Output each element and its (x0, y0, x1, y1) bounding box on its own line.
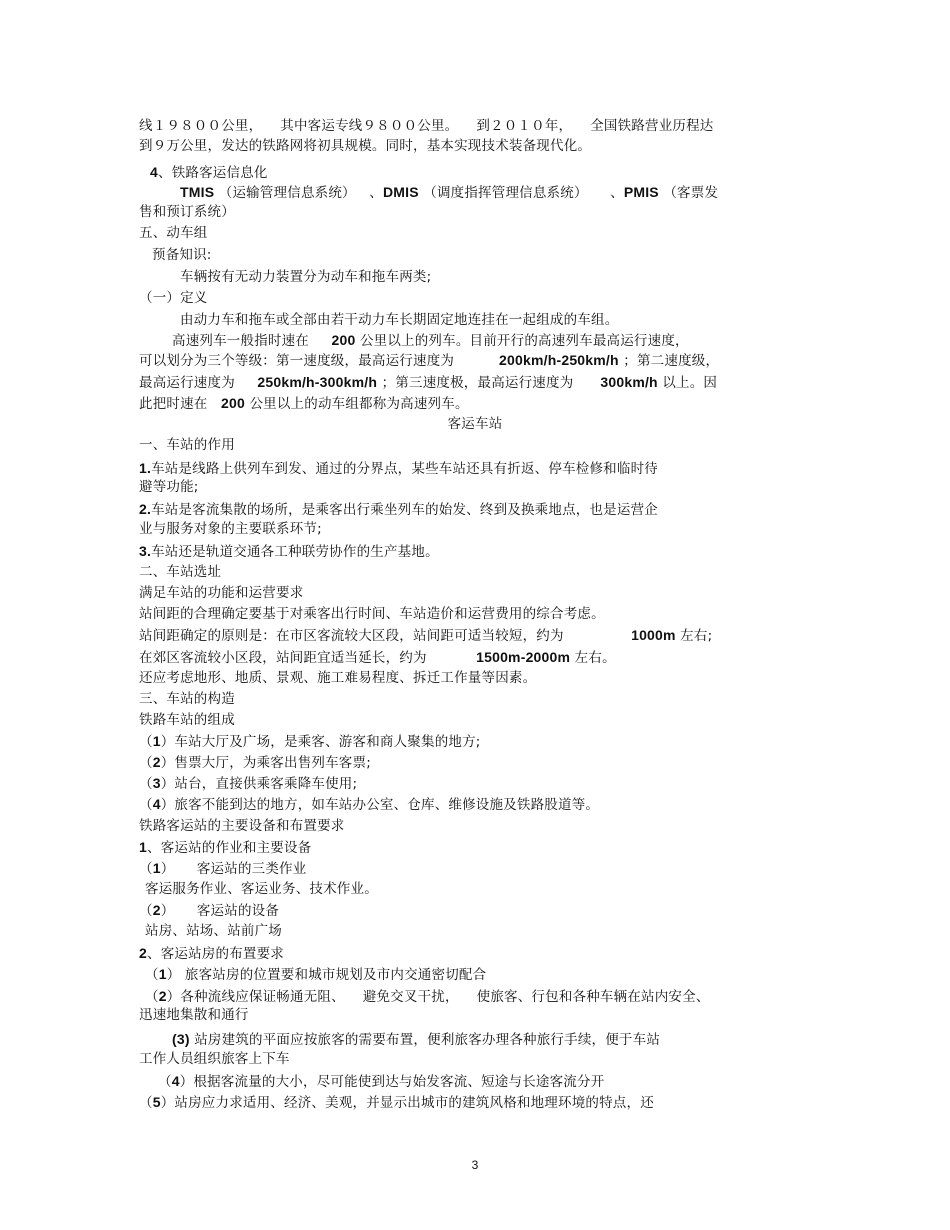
text-line: 2.车站是客流集散的场所，是乘客出行乘坐列车的始发、终到及换乘地点，也是运营企 (139, 501, 658, 518)
text-line: 4、铁路客运信息化 (150, 164, 268, 181)
list-item: （5）站房应力求适用、经济、美观，并显示出城市的建筑风格和地理环境的特点，还 (139, 1094, 654, 1111)
text-line: 站间距确定的原则是：在市区客流较大区段，站间距可适当较短，约为 1000m 左右; (139, 627, 713, 644)
section-heading: 五、动车组 (139, 225, 208, 241)
text-line: 线１９８００公里， 其中客运专线９８００公里。 到２０１０年， 全国铁路营业历程达 (139, 118, 714, 134)
text-line: 满足车站的功能和运营要求 (139, 585, 304, 601)
text-line: TMIS （运输管理信息系统） 、DMIS （调度指挥管理信息系统） 、PMIS （客票发 (180, 184, 719, 201)
text-line: 迅速地集散和通行 (139, 1007, 249, 1023)
text-line: 1.车站是线路上供列车到发、通过的分界点，某些车站还具有折返、停车检修和临时待 (139, 460, 658, 477)
chapter-heading: 客运车站 (447, 416, 503, 432)
text-line: 2、客运站房的布置要求 (139, 945, 284, 962)
text-line: 此把时速在 200 公里以上的动车组都称为高速列车。 (139, 395, 469, 412)
page-number: 3 (471, 1158, 479, 1172)
text-line: 在郊区客流较小区段，站间距宜适当延长，约为 1500m-2000m 左右。 (139, 649, 616, 666)
text-line: 3.车站还是轨道交通各工种联劳协作的生产基地。 (139, 543, 439, 560)
list-item: （1） 客运站的三类作业 (139, 860, 307, 877)
text-line: 还应考虑地形、地质、景观、施工难易程度、拆迁工作量等因素。 (139, 670, 537, 686)
list-item: （4）旅客不能到达的地方，如车站办公室、仓库、维修设施及铁路股道等。 (139, 796, 600, 813)
list-item: （2）售票大厅，为乘客出售列车客票; (139, 754, 371, 771)
text-line: 由动力车和拖车或全部由若干动力车长期固定地连挂在一起组成的车组。 (180, 312, 619, 328)
text-line: 铁路车站的组成 (139, 712, 235, 728)
list-item: （4）根据客流量的大小，尽可能使到达与始发客流、短途与长途客流分开 (158, 1073, 605, 1090)
text-line: 1、客运站的作业和主要设备 (139, 839, 312, 856)
section-heading: 三、车站的构造 (139, 691, 235, 707)
text-line: 工作人员组织旅客上下车 (139, 1051, 290, 1067)
text-line: 到９万公里，发达的铁路网将初具规模。同时，基本实现技术装备现代化。 (139, 138, 592, 154)
section-heading: 一、车站的作用 (139, 437, 235, 453)
text-line: 客运服务作业、客运业务、技术作业。 (145, 881, 378, 897)
list-item: (3) 站房建筑的平面应按旅客的需要布置，便利旅客办理各种旅行手续，便于车站 (172, 1031, 661, 1048)
list-item: （2） 客运站的设备 (139, 902, 280, 919)
list-item: （2）各种流线应保证畅通无阻、 避免交叉干扰， 使旅客、行包和各种车辆在站内安全、 (145, 988, 710, 1005)
text-line: 站房、站场、站前广场 (145, 923, 282, 939)
text-line: 最高运行速度为 250km/h-300km/h ；第三速度极，最高运行速度为 300km/h 以上。因 (139, 374, 718, 391)
text-line: 可以划分为三个等级：第一速度级，最高运行速度为 200km/h-250km/h ；第二速度级， (139, 352, 720, 369)
text-line: 售和预订系统） (139, 204, 235, 220)
text-line: 高速列车一般指时速在 200 公里以上的列车。目前开行的高速列车最高运行速度， (172, 332, 689, 349)
text-line: （一）定义 (139, 290, 208, 306)
text-line: 站间距的合理确定要基于对乘客出行时间、车站造价和运营费用的综合考虑。 (139, 606, 605, 622)
text-line: 铁路客运站的主要设备和布置要求 (139, 818, 345, 834)
list-item: （1）车站大厅及广场，是乘客、游客和商人聚集的地方; (139, 733, 481, 750)
text-line: 预备知识: (152, 247, 212, 263)
text-line: 业与服务对象的主要联系环节; (139, 521, 322, 537)
section-heading: 二、车站选址 (139, 564, 222, 580)
text-line: 车辆按有无动力装置分为动车和拖车两类; (180, 269, 432, 285)
list-item: （1） 旅客站房的位置要和城市规划及市内交通密切配合 (145, 966, 487, 983)
text-line: 避等功能; (139, 479, 199, 495)
list-item: （3）站台，直接供乘客乘降车使用; (139, 775, 358, 792)
